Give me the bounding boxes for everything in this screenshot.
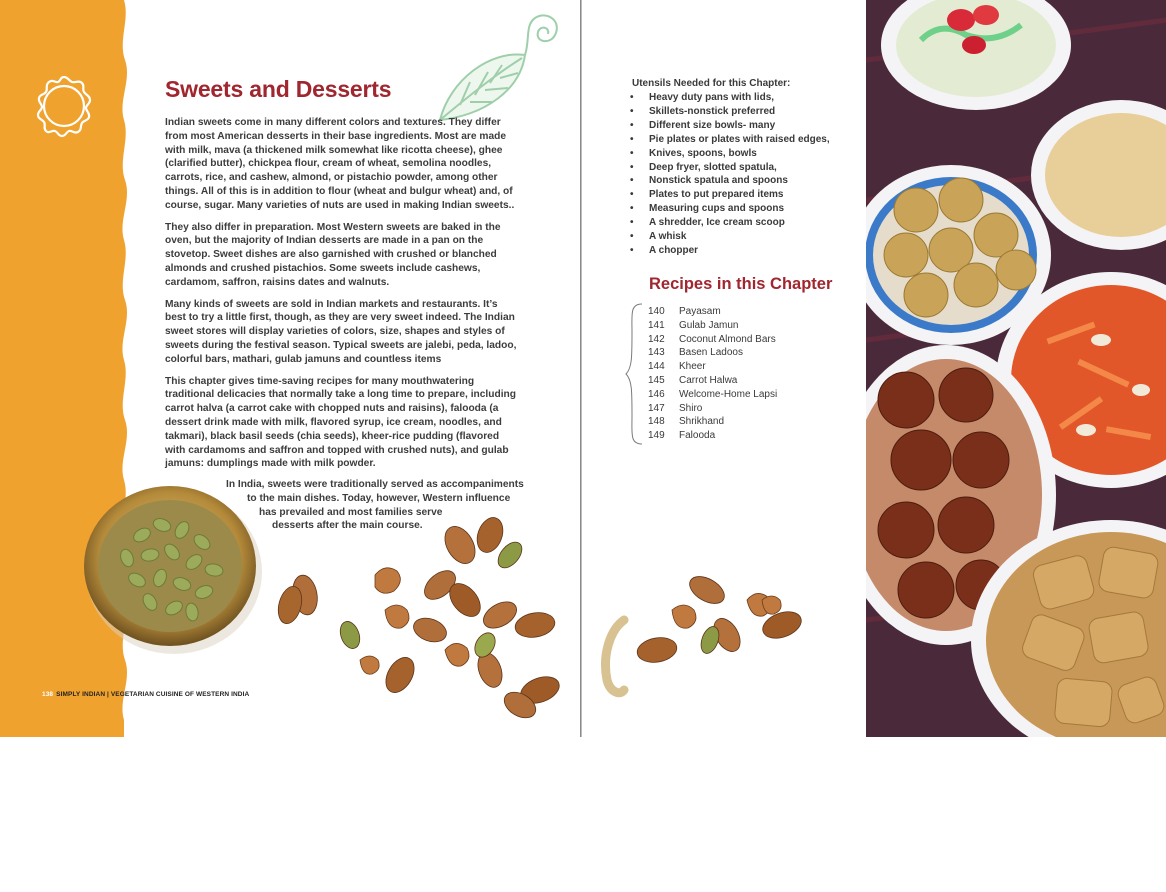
paragraph-3: Many kinds of sweets are sold in Indian markets and restaurants. It’s best to try a little first, though, as they are very sweet indeed. The Indian sweet stores will display varieties of colors, size, shapes and styles of sweets during the festival season. Typical sweets are jalebi, peda, ladoo, colorful bars, mathari, gulab jamuns and countless items [165,298,517,365]
recipes-heading: Recipes in this Chapter [649,275,833,293]
recipe-row[interactable] [648,374,777,388]
book-title: SIMPLY INDIAN | VEGETARIAN CUISINE OF WESTERN INDIA [56,691,250,698]
utensil-item: • Plates to put prepared items [630,188,830,202]
utensil-item: • Deep fryer, slotted spatula, [630,161,830,175]
recipe-row[interactable] [648,415,777,429]
left-page [0,0,581,737]
recipe-name: Basen Ladoos [679,347,743,359]
paisley-leaf-icon [430,10,570,125]
utensil-item: • Heavy duty pans with lids, [630,91,830,105]
recipe-name: Gulab Jamun [679,319,739,331]
recipe-row[interactable] [648,333,777,347]
page-number: 138 [42,691,54,698]
closing-line: desserts after the main course. [272,520,423,532]
recipe-name: Falooda [679,430,716,442]
dessert-bowls-photo [866,0,1166,737]
curly-brace-icon [624,302,646,446]
recipe-name: Welcome-Home Lapsi [679,388,778,400]
cardamom-bowl-icon [82,480,262,655]
page-title: Sweets and Desserts [165,76,392,102]
paragraph-2: They also differ in preparation. Most Western sweets are baked in the oven, but the majority of Indian desserts are made in a pan on the stovetop. Sweet dishes are also garnished with crushed or blanched almonds and crushed pistachios. Some sweets include cashews, cardamom, saffron, raisins dates and walnuts. [165,221,501,288]
recipe-page: 144 [648,361,665,373]
recipe-row[interactable] [648,388,777,402]
right-page [581,0,1166,737]
utensil-item: • A shredder, Ice cream scoop [630,216,830,230]
recipe-name: Carrot Halwa [679,374,738,386]
utensil-item: • Skillets-nonstick preferred [630,105,830,119]
utensil-item: • Measuring cups and spoons [630,202,830,216]
recipe-page: 143 [648,347,665,359]
utensil-item: • A whisk [630,230,830,244]
recipe-page: 147 [648,402,665,414]
utensil-item: • Pie plates or plates with raised edges, [630,133,830,147]
recipe-name: Payasam [679,306,721,317]
recipe-row[interactable] [648,402,777,416]
recipe-name: Shrikhand [679,416,725,428]
recipe-page: 140 [648,306,665,317]
mixed-nuts-icon [582,560,822,710]
utensils-list [630,91,830,258]
recipe-row[interactable] [648,319,777,333]
paragraph-1: Indian sweets come in many different colors and textures. They differ from most American desserts in their base ingredients. Most are made with milk, mava (a thickened milk somewhat like ricotta cheese), ghee (clarified butter), chickpea flour, cream of wheat, semolina noodles, carrots, rice, and cashew, almond, or pistachio powder, among other things. All of this is in addition to flour (wheat and bulgur wheat) and, of course, sugar. Many varieties of nuts are used in making Indian sweets.. [165,117,515,211]
recipe-list [648,305,777,443]
utensils-heading: Utensils Needed for this Chapter: [632,78,791,89]
recipe-row[interactable] [648,429,777,443]
scalloped-medallion-icon [32,74,96,138]
recipe-page: 145 [648,374,665,386]
utensil-item: • A chopper [630,244,830,258]
recipe-name: Shiro [679,402,703,414]
recipe-page: 141 [648,319,665,331]
utensil-item: • Knives, spoons, bowls [630,147,830,161]
paragraph-4: This chapter gives time-saving recipes for many mouthwatering traditional delicacies that normally take a long time to prepare, including carrot halva (a carrot cake with chopped nuts and raisins), falooda (a dessert drink made with milk, flavored syrup, ice cream, noodles, and takmari), black basil seeds (chia seeds), kheer-rice pudding (flavored with cardamoms and saffron and topped with crushed nuts), and gulab jamuns: dumplings made with milk powder. [165,375,516,470]
utensil-item: • Nonstick spatula and spoons [630,174,830,188]
recipe-row[interactable] [648,346,777,360]
page-footer [42,691,249,698]
recipe-name: Coconut Almond Bars [679,333,776,345]
recipe-page: 148 [648,416,665,428]
closing-line: has prevailed and most families serve [259,506,443,518]
recipe-name: Kheer [679,361,706,373]
recipe-page: 149 [648,430,665,442]
recipe-page: 146 [648,388,665,400]
mixed-nuts-icon [250,500,580,730]
intro-body-text [165,116,520,479]
closing-line: to the main dishes. Today, however, Western influence [247,492,511,504]
closing-line: In India, sweets were traditionally served as accompaniments [226,479,524,490]
recipe-page: 142 [648,333,665,345]
utensil-item: • Different size bowls- many [630,119,830,133]
recipe-row[interactable] [648,305,777,319]
recipe-row[interactable] [648,360,777,374]
